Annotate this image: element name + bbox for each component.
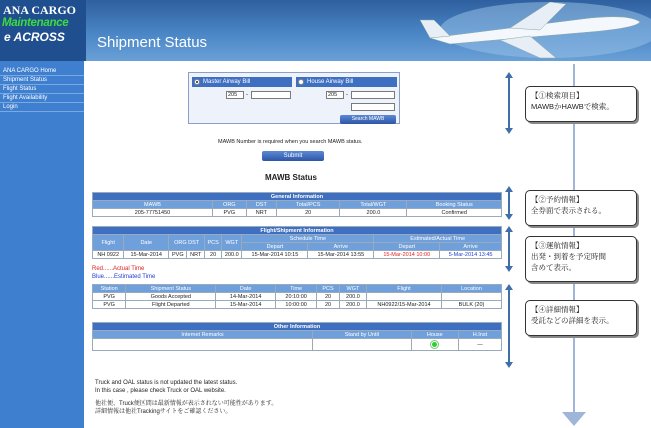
cell-dst: NRT [187,251,205,259]
house-dash: - [346,92,348,98]
cell-date: 15-Mar-2014 [216,301,276,309]
col-wgt: WGT [339,285,366,293]
cell-wgt: 200.0 [339,293,366,301]
cell-pcs: 20 [317,301,340,309]
cell-location [442,293,502,301]
footer-line1: Truck and OAL status is not updated the latest status. [95,380,238,386]
table-row [93,251,502,259]
cell-wgt: 200.0 [339,301,366,309]
cell-shipment-status: Goods Accepted [126,293,216,301]
bracket-arrow-1-icon [506,72,512,134]
master-awb-radio[interactable] [194,79,200,85]
cell-pcs: 20 [205,251,222,259]
cell-time: 10:00:00 [276,301,317,309]
green-dot-icon[interactable] [431,341,438,348]
general-info-title: General Information [93,193,502,201]
cell-mawb: 205-77751450 [93,209,213,217]
cell-shipment-status: Flight Departed [126,301,216,309]
shipment-status-table [92,284,502,309]
col-time: Time [276,285,317,293]
col-schedule-time: Schedule Time [242,235,374,243]
col-stand-by-until: Stand by Until [313,331,412,339]
col-pcs: PCS [205,235,222,251]
sidebar-item-flight-status[interactable]: Flight Status [0,85,84,94]
search-panel [188,72,400,124]
col-shipment-status: Shipment Status [126,285,216,293]
callout-4-title: 【④詳細情報】 [531,305,584,314]
bracket-arrow-2-icon [506,186,512,220]
search-mawb-button[interactable]: Search MAWB [340,115,396,124]
table-row [93,293,502,301]
logo-line1: ANA CARGO [3,3,77,17]
table-row [93,339,502,351]
logo-line2: Maintenance [2,17,69,29]
cell-wgt: 200.0 [222,251,242,259]
callout-flight-info [525,236,637,282]
col-flight: Flight [93,235,124,251]
col-date: Date [216,285,276,293]
col-booking-status: Booking Status [407,201,502,209]
other-info-table [92,322,502,351]
col-h-inst: H.Inst [458,331,501,339]
callout-3-title: 【③運航情報】 [531,241,584,250]
logo-line3: e ACROSS [4,30,65,44]
master-awb-label: Master Airway Bill [203,79,251,85]
col-wgt: WGT [222,235,242,251]
sidebar-item-home[interactable]: ANA CARGO Home [0,67,84,76]
col-mawb: MAWB [93,201,213,209]
cell-date: 15-Mar-2014 [124,251,169,259]
ana-cargo-logo[interactable] [0,0,86,61]
col-estimated-actual-time: Estimated/Actual Time [374,235,502,243]
house-number-input[interactable] [351,91,395,99]
col-internet-remarks: Internet Remarks [93,331,313,339]
cell-actual-depart: 15-Mar-2014 10:00 [374,251,440,259]
flight-info-title: Flight/Shipment Information [93,227,502,235]
house-awb-radio[interactable] [298,79,304,85]
col-pcs: PCS [317,285,340,293]
cell-estimated-arrive: 5-Mar-2014 13:45 [440,251,502,259]
callout-3-text2: 含めて表示。 [531,263,576,272]
col-sched-depart: Depart [242,243,308,251]
master-prefix-input[interactable]: 205 [226,91,244,99]
general-info-table [92,192,502,217]
cell-org: PVG [169,251,187,259]
cell-internet-remarks [93,339,313,351]
bracket-arrow-3-icon [506,226,512,272]
table-row [93,209,502,217]
col-org-dst: ORG DST [169,235,205,251]
col-date: Date [124,235,169,251]
down-arrow-icon [562,412,586,426]
mawb-status-title: MAWB Status [265,173,317,182]
master-number-input[interactable] [251,91,291,99]
submit-button[interactable]: Submit [262,151,324,161]
hawb-number-input[interactable] [351,103,395,111]
callout-booking-info [525,190,637,226]
col-location: Location [442,285,502,293]
cell-sched-arrive: 15-Mar-2014 13:55 [308,251,374,259]
col-flight: Flight [367,285,442,293]
callout-4-text: 受託などの詳細を表示。 [531,316,614,325]
cell-time: 20:10:00 [276,293,317,301]
mawb-required-note: MAWB Number is required when you search MAWB status. [218,139,363,145]
header-banner [0,0,651,61]
sidebar-item-login[interactable]: Login [0,103,84,112]
cell-dst: NRT [246,209,276,217]
callout-1-text: MAWBかHAWBで検索。 [531,102,614,111]
sidebar [0,61,84,428]
sidebar-item-shipment-status[interactable]: Shipment Status [0,76,84,85]
cell-flight: NH0922/15-Mar-2014 [367,301,442,309]
cell-sched-depart: 15-Mar-2014 10:15 [242,251,308,259]
footer-line2: In this case , please check Truck or OAL website. [95,388,226,394]
cell-h-inst: — [458,339,501,351]
cell-booking-status: Confirmed [407,209,502,217]
col-sched-arrive: Arrive [308,243,374,251]
legend-actual: Red......Actual Time [92,266,145,272]
footer-line3: 他社便、Truck便区間は最新情報が表示されない可能性があります。 [95,401,278,407]
legend-estimated: Blue......Estimated Time [92,274,156,280]
col-dst: DST [246,201,276,209]
flight-info-table [92,226,502,259]
callout-detail-info [525,300,637,336]
callout-1-title: 【①検索項目】 [531,91,584,100]
cell-org: PVG [213,209,247,217]
cell-station: PVG [93,301,126,309]
airplane-image [390,0,651,61]
col-est-arrive: Arrive [440,243,502,251]
cell-total-wgt: 200.0 [340,209,407,217]
cell-date: 14-Mar-2014 [216,293,276,301]
page-title: Shipment Status [97,34,208,51]
time-legend [92,265,155,281]
master-dash: - [246,92,248,98]
col-est-depart: Depart [374,243,440,251]
sidebar-item-flight-availability[interactable]: Flight Availability [0,94,84,103]
master-awb-option[interactable] [192,77,292,87]
col-total-wgt: Total/WGT [340,201,407,209]
callout-search-fields [525,86,637,122]
footer-notes [95,379,277,416]
cell-station: PVG [93,293,126,301]
callout-2-title: 【②予約情報】 [531,195,584,204]
cell-total-pcs: 20 [277,209,340,217]
callout-3-text1: 出発・到着を予定時間 [531,252,606,261]
table-row [93,301,502,309]
footer-line4: 詳細情報は他社Trackingサイトをご確認ください。 [95,409,232,415]
col-house: House [411,331,458,339]
cell-pcs: 20 [317,293,340,301]
bracket-arrow-4-icon [506,284,512,368]
cell-stand-by-until [313,339,412,351]
cell-flight: NH 0922 [93,251,124,259]
callout-2-text: 全券面で表示される。 [531,206,606,215]
cell-location: BULK (20) [442,301,502,309]
other-info-title: Other Information [93,323,502,331]
cell-flight [367,293,442,301]
col-station: Station [93,285,126,293]
cell-house [411,339,458,351]
house-awb-label: House Airway Bill [307,79,354,85]
house-awb-option[interactable] [296,77,397,87]
house-prefix-input[interactable]: 205 [326,91,344,99]
col-org: ORG [213,201,247,209]
col-total-pcs: Total/PCS [277,201,340,209]
